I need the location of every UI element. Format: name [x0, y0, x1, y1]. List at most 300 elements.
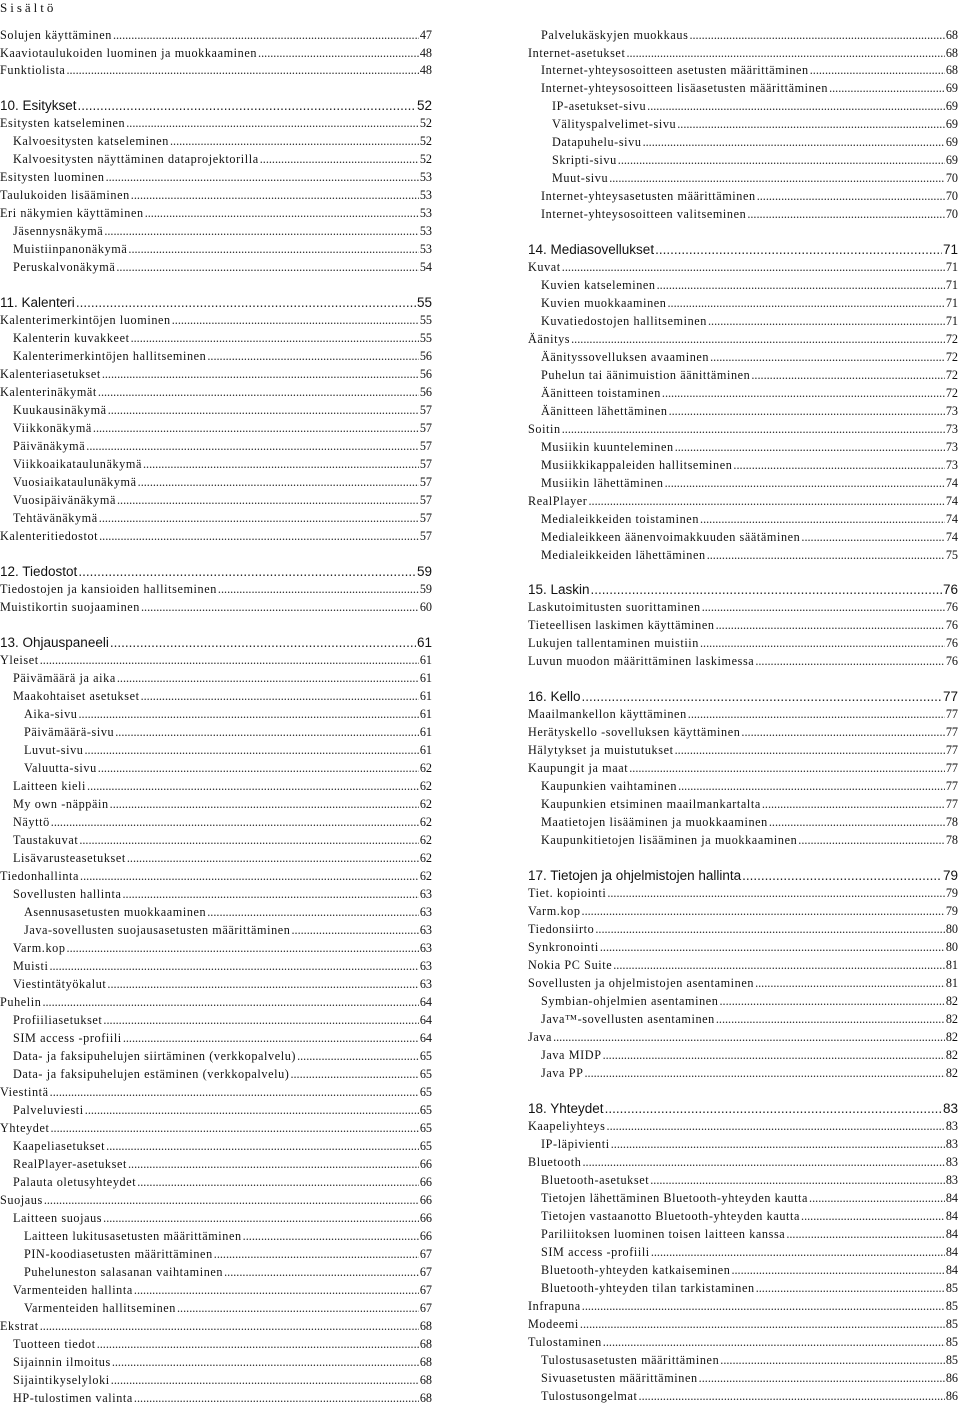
- toc-page-number: 85: [945, 1281, 958, 1295]
- toc-dot-leader: [667, 296, 944, 311]
- toc-entry[interactable]: [0, 1193, 432, 1208]
- toc-entry[interactable]: [528, 707, 958, 722]
- toc-entry[interactable]: [0, 224, 432, 239]
- toc-entry[interactable]: [0, 1283, 432, 1298]
- toc-page-number: 53: [419, 206, 432, 220]
- toc-entry-title: Tuotteen tiedot: [13, 1337, 96, 1351]
- toc-page-number: 60: [419, 600, 432, 614]
- toc-entry[interactable]: [528, 548, 958, 563]
- toc-entry[interactable]: [0, 1373, 432, 1388]
- toc-page-number: 68: [419, 1337, 432, 1351]
- toc-dot-leader: [801, 530, 944, 545]
- toc-dot-leader: [591, 581, 942, 598]
- toc-dot-leader: [106, 1139, 419, 1154]
- toc-entry-title: Kaapeliasetukset: [13, 1139, 106, 1153]
- toc-page-number: 56: [419, 385, 432, 399]
- toc-dot-leader: [131, 331, 419, 346]
- toc-chapter[interactable]: [0, 563, 432, 580]
- toc-chapter[interactable]: [528, 581, 958, 598]
- toc-entry[interactable]: [528, 1317, 958, 1332]
- toc-entry-title: Modeemi: [528, 1317, 579, 1331]
- toc-entry[interactable]: [0, 707, 432, 722]
- toc-dot-leader: [611, 1137, 945, 1152]
- toc-entry-title: PIN-koodiasetusten määrittäminen: [24, 1247, 213, 1261]
- toc-entry[interactable]: [0, 869, 432, 884]
- toc-page-number: 48: [419, 46, 432, 60]
- toc-dot-leader: [755, 976, 945, 991]
- toc-chapter[interactable]: [528, 688, 958, 705]
- page-header: Sisältö: [0, 0, 57, 15]
- toc-dot-leader: [582, 904, 945, 919]
- toc-dot-leader: [657, 278, 945, 293]
- toc-entry[interactable]: [0, 529, 432, 544]
- toc-entry-title: Eri näkymien käyttäminen: [0, 206, 144, 220]
- toc-entry-title: Laitteen suojaus: [13, 1211, 103, 1225]
- toc-entry[interactable]: [0, 1247, 432, 1262]
- toc-entry[interactable]: [0, 905, 432, 920]
- toc-entry[interactable]: [0, 1175, 432, 1190]
- toc-entry-title: Datapuhelu-sivu: [552, 135, 642, 149]
- toc-page-number: 69: [945, 117, 958, 131]
- toc-chapter[interactable]: [0, 97, 432, 114]
- toc-entry[interactable]: [0, 761, 432, 776]
- toc-entry-title: 10. Esitykset: [0, 98, 77, 113]
- toc-entry-title: Yhteydet: [0, 1121, 50, 1135]
- toc-entry[interactable]: [528, 440, 958, 455]
- toc-dot-leader: [79, 833, 419, 848]
- toc-entry[interactable]: [528, 1299, 958, 1314]
- toc-entry-title: Äänitteen lähettäminen: [541, 404, 668, 418]
- toc-page-number: 77: [945, 707, 958, 721]
- toc-page-number: 76: [945, 618, 958, 632]
- toc-entry[interactable]: [0, 959, 432, 974]
- toc-entry[interactable]: [528, 976, 958, 991]
- toc-entry[interactable]: [528, 1137, 958, 1152]
- toc-entry[interactable]: [528, 207, 958, 222]
- toc-entry[interactable]: [0, 1157, 432, 1172]
- toc-entry-title: Sijaintikyselyloki: [13, 1373, 110, 1387]
- toc-entry-title: Tiedonsiirto: [528, 922, 595, 936]
- toc-entry[interactable]: [0, 28, 432, 43]
- toc-dot-leader: [607, 1119, 945, 1134]
- toc-page-number: 66: [419, 1175, 432, 1189]
- toc-entry[interactable]: [528, 1389, 958, 1404]
- toc-entry-title: Tiedonhallinta: [0, 869, 80, 883]
- toc-chapter[interactable]: [528, 867, 958, 884]
- toc-entry-title: Synkronointi: [528, 940, 599, 954]
- toc-entry-title: Solujen käyttäminen: [0, 28, 112, 42]
- toc-page-number: 84: [945, 1191, 958, 1205]
- toc-chapter[interactable]: [528, 1100, 958, 1117]
- toc-entry[interactable]: [0, 152, 432, 167]
- toc-page-number: 57: [419, 511, 432, 525]
- toc-dot-leader: [650, 1173, 945, 1188]
- toc-page-number: 69: [945, 99, 958, 113]
- toc-entry[interactable]: [0, 977, 432, 992]
- toc-dot-leader: [115, 725, 419, 740]
- toc-entry[interactable]: [528, 815, 958, 830]
- toc-entry[interactable]: [528, 1030, 958, 1045]
- toc-entry[interactable]: [0, 671, 432, 686]
- toc-entry-title: Viestintätyökalut: [13, 977, 107, 991]
- toc-entry[interactable]: [0, 331, 432, 346]
- toc-entry[interactable]: [0, 188, 432, 203]
- toc-entry-title: Päivämäärä ja aika: [13, 671, 116, 685]
- toc-page-number: 61: [419, 689, 432, 703]
- toc-entry-title: Data- ja faksipuhelujen estäminen (verkkopalvelu): [13, 1067, 290, 1081]
- toc-entry[interactable]: [528, 314, 958, 329]
- toc-dot-leader: [93, 421, 419, 436]
- toc-entry[interactable]: [528, 99, 958, 114]
- toc-entry[interactable]: [0, 260, 432, 275]
- toc-page-number: 57: [419, 529, 432, 543]
- toc-page-number: 52: [419, 116, 432, 130]
- toc-entry[interactable]: [528, 476, 958, 491]
- toc-dot-leader: [762, 797, 945, 812]
- toc-entry[interactable]: [0, 1337, 432, 1352]
- toc-page-number: 63: [419, 941, 432, 955]
- toc-entry-title: RealPlayer-asetukset: [13, 1157, 127, 1171]
- toc-entry[interactable]: [0, 1301, 432, 1316]
- toc-entry[interactable]: [0, 134, 432, 149]
- toc-entry[interactable]: [528, 135, 958, 150]
- toc-entry-title: Äänitys: [528, 332, 571, 346]
- toc-entry[interactable]: [528, 260, 958, 275]
- toc-entry[interactable]: [0, 1031, 432, 1046]
- toc-chapter[interactable]: [528, 241, 958, 258]
- toc-entry[interactable]: [0, 403, 432, 418]
- toc-entry[interactable]: [0, 349, 432, 364]
- toc-entry[interactable]: [528, 368, 958, 383]
- toc-dot-leader: [117, 493, 419, 508]
- toc-entry[interactable]: [528, 618, 958, 633]
- toc-page-number: 71: [945, 278, 958, 292]
- toc-entry[interactable]: [528, 422, 958, 437]
- toc-entry[interactable]: [528, 636, 958, 651]
- toc-page-number: 61: [419, 743, 432, 757]
- toc-page-number: 56: [419, 349, 432, 363]
- toc-page-number: 71: [945, 296, 958, 310]
- toc-dot-leader: [613, 958, 945, 973]
- toc-entry[interactable]: [0, 493, 432, 508]
- toc-entry-title: Muut-sivu: [552, 171, 609, 185]
- toc-page-number: 70: [945, 171, 958, 185]
- toc-entry[interactable]: [0, 1121, 432, 1136]
- toc-page-number: 71: [945, 260, 958, 274]
- toc-dot-leader: [207, 905, 419, 920]
- toc-dot-leader: [50, 1121, 418, 1136]
- toc-entry[interactable]: [528, 1066, 958, 1081]
- toc-entry[interactable]: [528, 46, 958, 61]
- toc-dot-leader: [104, 224, 419, 239]
- toc-entry-title: Tieteellisen laskimen käyttäminen: [528, 618, 715, 632]
- toc-page-number: 82: [945, 994, 958, 1008]
- toc-entry[interactable]: [528, 171, 958, 186]
- toc-entry[interactable]: [0, 1139, 432, 1154]
- toc-entry[interactable]: [528, 886, 958, 901]
- toc-entry[interactable]: [528, 1227, 958, 1242]
- toc-page-number: 67: [419, 1283, 432, 1297]
- toc-entry-title: Varm.kop: [528, 904, 581, 918]
- toc-entry-title: Esitysten katseleminen: [0, 116, 126, 130]
- toc-entry[interactable]: [528, 1353, 958, 1368]
- toc-entry-title: My own -näppäin: [13, 797, 109, 811]
- toc-entry[interactable]: [0, 367, 432, 382]
- toc-dot-leader: [643, 135, 945, 150]
- toc-dot-leader: [107, 977, 418, 992]
- toc-entry[interactable]: [0, 206, 432, 221]
- toc-dot-leader: [647, 99, 945, 114]
- toc-entry[interactable]: [528, 1012, 958, 1027]
- toc-entry-title: Asennusasetusten muokkaaminen: [24, 905, 207, 919]
- toc-entry[interactable]: [528, 28, 958, 43]
- toc-entry[interactable]: [0, 851, 432, 866]
- toc-entry[interactable]: [0, 1049, 432, 1064]
- toc-dot-leader: [141, 600, 419, 615]
- toc-entry-title: Tietojen lähettäminen Bluetooth-yhteyden kautta: [541, 1191, 809, 1205]
- toc-entry[interactable]: [528, 833, 958, 848]
- toc-entry[interactable]: [528, 1263, 958, 1278]
- toc-entry[interactable]: [0, 1391, 432, 1406]
- toc-dot-leader: [127, 851, 419, 866]
- toc-entry[interactable]: [528, 512, 958, 527]
- toc-entry[interactable]: [528, 940, 958, 955]
- toc-entry-title: Tiet. kopiointi: [528, 886, 607, 900]
- toc-page-number: 52: [416, 98, 432, 113]
- toc-entry[interactable]: [0, 242, 432, 257]
- toc-entry[interactable]: [528, 530, 958, 545]
- toc-dot-leader: [582, 688, 942, 705]
- toc-entry-title: Puheluneston salasanan vaihtaminen: [24, 1265, 224, 1279]
- toc-dot-leader: [798, 833, 945, 848]
- toc-page-number: 63: [419, 977, 432, 991]
- toc-entry[interactable]: [0, 1211, 432, 1226]
- toc-entry[interactable]: [0, 833, 432, 848]
- toc-entry[interactable]: [0, 511, 432, 526]
- toc-entry-title: Soitin: [528, 422, 561, 436]
- toc-entry[interactable]: [528, 189, 958, 204]
- toc-entry[interactable]: [528, 1245, 958, 1260]
- toc-entry[interactable]: [528, 1335, 958, 1350]
- toc-dot-leader: [662, 386, 945, 401]
- toc-entry-title: 16. Kello: [528, 689, 581, 704]
- toc-entry[interactable]: [0, 923, 432, 938]
- toc-entry-title: HP-tulostimen valinta: [13, 1391, 133, 1405]
- toc-entry[interactable]: [0, 653, 432, 668]
- toc-page-number: 83: [945, 1137, 958, 1151]
- toc-entry-title: Medialeikkeiden lähettäminen: [541, 548, 706, 562]
- toc-entry-title: Skripti-sivu: [552, 153, 617, 167]
- toc-entry[interactable]: [0, 815, 432, 830]
- toc-dot-leader: [112, 1355, 419, 1370]
- toc-entry-title: Varm.kop: [13, 941, 66, 955]
- toc-entry[interactable]: [0, 941, 432, 956]
- toc-page-number: 48: [419, 63, 432, 77]
- toc-entry[interactable]: [0, 1067, 432, 1082]
- toc-entry[interactable]: [0, 995, 432, 1010]
- toc-entry[interactable]: [528, 81, 958, 96]
- toc-entry[interactable]: [528, 458, 958, 473]
- toc-entry[interactable]: [528, 725, 958, 740]
- toc-entry[interactable]: [528, 153, 958, 168]
- toc-entry-title: 14. Mediasovellukset: [528, 242, 655, 257]
- toc-dot-leader: [85, 743, 419, 758]
- toc-entry-title: Näyttö: [13, 815, 50, 829]
- toc-dot-leader: [751, 368, 944, 383]
- toc-entry[interactable]: [528, 386, 958, 401]
- toc-page-number: 76: [945, 600, 958, 614]
- toc-dot-leader: [829, 81, 945, 96]
- toc-entry[interactable]: [528, 904, 958, 919]
- toc-entry[interactable]: [528, 1048, 958, 1063]
- toc-entry[interactable]: [528, 1191, 958, 1206]
- toc-entry-title: 11. Kalenteri: [0, 295, 75, 310]
- toc-dot-leader: [605, 1100, 942, 1117]
- toc-entry[interactable]: [0, 887, 432, 902]
- toc-dot-leader: [669, 404, 945, 419]
- toc-entry[interactable]: [0, 313, 432, 328]
- toc-entry-title: Kalenterinäkymät: [0, 385, 97, 399]
- toc-page-number: 63: [419, 923, 432, 937]
- toc-page-number: 53: [419, 188, 432, 202]
- toc-entry[interactable]: [528, 654, 958, 669]
- toc-entry[interactable]: [0, 439, 432, 454]
- toc-entry[interactable]: [528, 1281, 958, 1296]
- toc-page-number: 77: [942, 689, 958, 704]
- toc-page-number: 83: [945, 1173, 958, 1187]
- toc-page-number: 64: [419, 1031, 432, 1045]
- toc-entry[interactable]: [0, 600, 432, 615]
- toc-entry[interactable]: [528, 1173, 958, 1188]
- toc-entry-title: Maatietojen lisääminen ja muokkaaminen: [541, 815, 768, 829]
- toc-entry-title: Ekstrat: [0, 1319, 39, 1333]
- toc-page-number: 82: [945, 1030, 958, 1044]
- toc-dot-leader: [747, 207, 945, 222]
- toc-entry-title: Tehtävänäkymä: [13, 511, 98, 525]
- toc-page-number: 67: [419, 1301, 432, 1315]
- toc-entry[interactable]: [528, 1371, 958, 1386]
- toc-page-number: 82: [945, 1066, 958, 1080]
- toc-entry[interactable]: [0, 1013, 432, 1028]
- toc-entry[interactable]: [528, 779, 958, 794]
- toc-dot-leader: [675, 743, 945, 758]
- toc-entry[interactable]: [528, 494, 958, 509]
- toc-page-number: 85: [945, 1335, 958, 1349]
- toc-dot-leader: [562, 422, 945, 437]
- toc-entry[interactable]: [0, 385, 432, 400]
- toc-entry[interactable]: [0, 457, 432, 472]
- toc-entry[interactable]: [0, 46, 432, 61]
- toc-page-number: 63: [419, 959, 432, 973]
- toc-page-number: 57: [419, 403, 432, 417]
- toc-page-number: 57: [419, 421, 432, 435]
- toc-entry-title: Muisti: [13, 959, 49, 973]
- toc-page-number: 53: [419, 170, 432, 184]
- toc-entry-title: Musiikkikappaleiden hallitseminen: [541, 458, 733, 472]
- toc-entry[interactable]: [0, 1265, 432, 1280]
- toc-entry[interactable]: [528, 994, 958, 1009]
- toc-entry[interactable]: [0, 689, 432, 704]
- toc-entry[interactable]: [528, 296, 958, 311]
- toc-dot-leader: [582, 1299, 945, 1314]
- toc-entry[interactable]: [0, 725, 432, 740]
- toc-entry[interactable]: [528, 958, 958, 973]
- toc-page-number: 68: [419, 1391, 432, 1405]
- toc-entry[interactable]: [0, 743, 432, 758]
- toc-entry[interactable]: [0, 779, 432, 794]
- toc-entry[interactable]: [528, 117, 958, 132]
- toc-dot-leader: [580, 1317, 945, 1332]
- toc-entry[interactable]: [0, 1319, 432, 1334]
- toc-entry-title: Java™-sovellusten asentaminen: [541, 1012, 715, 1026]
- toc-chapter[interactable]: [0, 634, 432, 651]
- toc-entry[interactable]: [528, 743, 958, 758]
- toc-entry[interactable]: [528, 600, 958, 615]
- toc-dot-leader: [143, 457, 419, 472]
- toc-entry[interactable]: [528, 761, 958, 776]
- toc-entry-title: Sovellusten hallinta: [13, 887, 122, 901]
- toc-entry[interactable]: [0, 170, 432, 185]
- toc-page-number: 83: [942, 1101, 958, 1116]
- toc-page-number: 74: [945, 494, 958, 508]
- toc-entry-title: Puhelun tai äänimuistion äänittäminen: [541, 368, 751, 382]
- toc-entry[interactable]: [528, 332, 958, 347]
- toc-entry[interactable]: [0, 582, 432, 597]
- toc-entry-title: Taulukoiden lisääminen: [0, 188, 130, 202]
- toc-entry[interactable]: [0, 475, 432, 490]
- toc-page-number: 65: [419, 1121, 432, 1135]
- toc-page-number: 84: [945, 1263, 958, 1277]
- toc-entry[interactable]: [0, 116, 432, 131]
- toc-entry[interactable]: [528, 404, 958, 419]
- toc-entry-title: 15. Laskin: [528, 582, 590, 597]
- toc-page-number: 85: [945, 1299, 958, 1313]
- toc-entry-title: Muistikortin suojaaminen: [0, 600, 140, 614]
- toc-dot-leader: [716, 618, 945, 633]
- toc-dot-leader: [50, 1085, 419, 1100]
- toc-entry[interactable]: [0, 1355, 432, 1370]
- toc-entry[interactable]: [528, 350, 958, 365]
- toc-entry[interactable]: [528, 1119, 958, 1134]
- toc-entry[interactable]: [0, 63, 432, 78]
- toc-dot-leader: [137, 1175, 419, 1190]
- toc-entry-title: Musiikin kuunteleminen: [541, 440, 674, 454]
- toc-entry[interactable]: [0, 421, 432, 436]
- toc-entry[interactable]: [528, 797, 958, 812]
- toc-page-number: 78: [945, 833, 958, 847]
- toc-page-number: 68: [419, 1355, 432, 1369]
- toc-entry[interactable]: [528, 1209, 958, 1224]
- toc-page-number: 74: [945, 530, 958, 544]
- toc-page-number: 81: [945, 958, 958, 972]
- toc-entry[interactable]: [528, 922, 958, 937]
- toc-entry[interactable]: [0, 1229, 432, 1244]
- toc-entry[interactable]: [528, 63, 958, 78]
- toc-entry[interactable]: [528, 278, 958, 293]
- toc-entry[interactable]: [0, 797, 432, 812]
- toc-entry[interactable]: [528, 1155, 958, 1170]
- toc-entry[interactable]: [0, 1103, 432, 1118]
- toc-entry[interactable]: [0, 1085, 432, 1100]
- toc-page-number: 61: [419, 707, 432, 721]
- toc-dot-leader: [123, 1031, 419, 1046]
- toc-entry-title: Äänitteen toistaminen: [541, 386, 661, 400]
- toc-page-number: 75: [945, 548, 958, 562]
- toc-chapter[interactable]: [0, 294, 432, 311]
- toc-dot-leader: [111, 1373, 419, 1388]
- toc-entry-title: Aika-sivu: [24, 707, 78, 721]
- toc-entry-title: Välityspalvelimet-sivu: [552, 117, 677, 131]
